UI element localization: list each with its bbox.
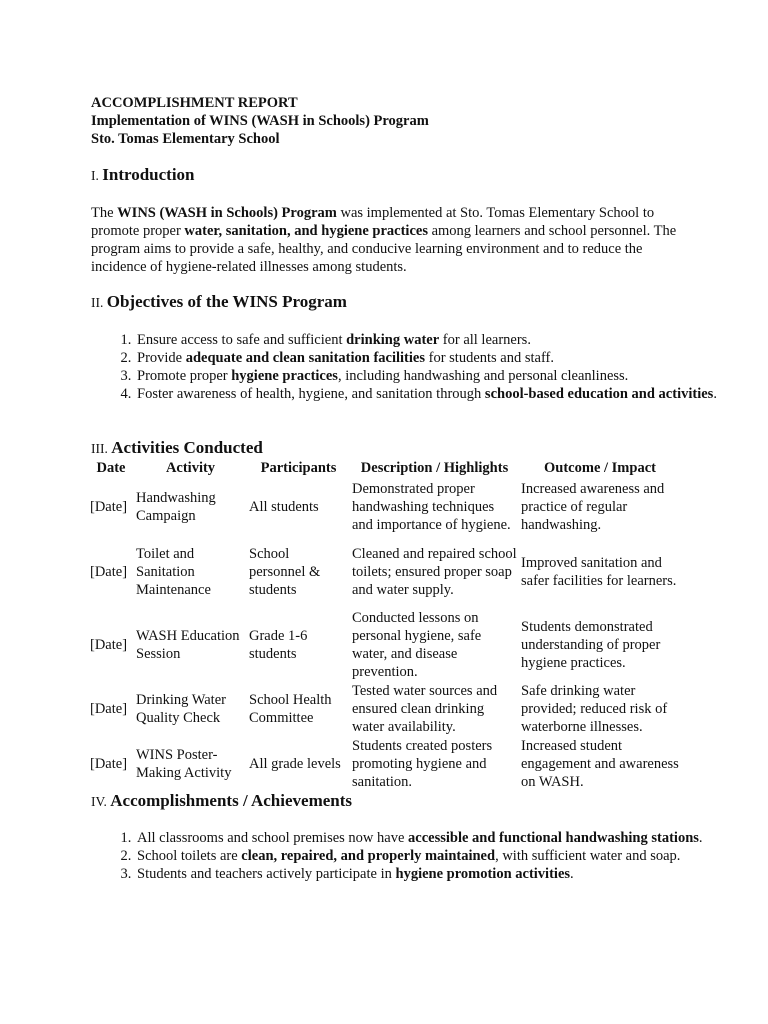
bold-text-run: drinking water — [346, 332, 440, 348]
introduction-paragraph — [91, 204, 691, 276]
section-number: II. — [91, 295, 104, 310]
list-item — [135, 367, 735, 385]
text-run: for all learners. — [439, 332, 531, 348]
table-cell: Cleaned and repaired school toilets; ensured proper soap and water supply. — [352, 545, 517, 598]
table-header-row — [88, 458, 681, 478]
text-run: Provide — [137, 350, 186, 366]
table-cell: [Date] — [90, 700, 128, 717]
text-run: The — [91, 205, 118, 221]
column-header: Date — [96, 460, 126, 476]
text-run: Students and teachers actively participate in — [137, 866, 396, 882]
text-run: . — [713, 386, 717, 402]
bold-text-run: adequate and clean sanitation facilities — [185, 350, 425, 366]
table-cell: WINS Poster-Making Activity — [136, 746, 232, 781]
text-run: , with sufficient water and soap. — [495, 848, 681, 864]
bold-text-run: hygiene practices — [231, 368, 338, 384]
text-run: Foster awareness of health, hygiene, and sanitation through — [137, 386, 485, 402]
table-cell: Toilet and Sanitation Maintenance — [136, 545, 211, 598]
table-cell: [Date] — [90, 755, 128, 772]
table-cell: Improved sanitation and safer facilities for learners. — [521, 554, 677, 589]
text-run: for students and staff. — [425, 350, 554, 366]
column-header: Participants — [260, 460, 337, 476]
section-title: Accomplishments / Achievements — [110, 791, 353, 810]
text-run: . — [570, 866, 574, 882]
text-run: was implemented at Sto. Tomas Elementary School to promote proper — [91, 205, 655, 239]
text-run: School toilets are — [137, 848, 242, 864]
report-title: ACCOMPLISHMENT REPORT — [91, 95, 298, 111]
table-row — [88, 478, 681, 535]
section-number: III. — [91, 441, 108, 456]
accomplishments-list — [91, 829, 735, 883]
objectives-list — [91, 331, 735, 403]
column-header: Activity — [165, 460, 216, 476]
table-cell: WASH Education Session — [136, 627, 240, 662]
table-cell: Drinking Water Quality Check — [136, 691, 226, 726]
bold-text-run: accessible and functional handwashing stations — [408, 830, 699, 846]
section-number: IV. — [91, 794, 107, 809]
table-cell: School Health Committee — [249, 691, 332, 726]
list-item — [135, 865, 735, 883]
text-run: . — [698, 830, 703, 846]
table-cell: Students created posters promoting hygiene and sanitation. — [352, 737, 493, 790]
text-run: All classrooms and school premises now have — [137, 830, 409, 846]
table-cell: [Date] — [90, 636, 128, 653]
bold-text-run: hygiene promotion activities — [395, 866, 571, 882]
table-row — [88, 681, 681, 736]
table-cell: Handwashing Campaign — [136, 489, 216, 524]
bold-text-run: school-based education and activities — [484, 386, 714, 402]
section-objectives-heading — [91, 292, 347, 313]
table-cell: Increased awareness and practice of regular handwashing. — [521, 480, 665, 533]
table-cell: Demonstrated proper handwashing techniques and importance of hygiene. — [352, 480, 511, 533]
section-title: Activities Conducted — [111, 438, 263, 457]
section-title: Objectives of the WINS Program — [106, 292, 347, 311]
table-cell: All students — [249, 498, 319, 515]
table-cell: Tested water sources and ensured clean drinking water availability. — [352, 682, 498, 735]
table-cell: Conducted lessons on personal hygiene, safe water, and disease prevention. — [352, 609, 482, 680]
activities-table — [88, 458, 681, 791]
table-cell: Increased student engagement and awareness on WASH. — [521, 737, 679, 790]
table-cell: School personnel & students — [249, 545, 321, 598]
bold-text-run: WINS (WASH in Schools) Program — [117, 205, 337, 221]
list-item — [135, 847, 735, 865]
table-cell: Safe drinking water provided; reduced risk of waterborne illnesses. — [521, 682, 668, 735]
table-cell: Students demonstrated understanding of proper hygiene practices. — [521, 618, 661, 671]
text-run: Promote proper — [137, 368, 232, 384]
section-activities-heading — [91, 438, 263, 459]
text-run: among learners and school personnel. The program aims to provide a safe, healthy, and conducive learning environment and to reduce the incidence of hygiene-related illnesses among students. — [91, 223, 677, 275]
section-accomplishments-heading — [91, 791, 352, 812]
section-title: Introduction — [102, 165, 195, 184]
table-row — [88, 736, 681, 791]
table-row — [88, 608, 681, 681]
text-run: , including handwashing and personal cleanliness. — [337, 368, 629, 384]
table-cell: Grade 1-6 students — [249, 627, 308, 662]
bold-text-run: clean, repaired, and properly maintained — [241, 848, 496, 864]
column-header: Outcome / Impact — [544, 460, 656, 476]
section-number: I. — [91, 168, 99, 183]
bold-text-run: water, sanitation, and hygiene practices — [184, 223, 428, 239]
table-cell: [Date] — [90, 563, 128, 580]
text-run: Ensure access to safe and sufficient — [137, 332, 347, 348]
list-item — [135, 385, 735, 403]
list-item — [135, 349, 735, 367]
list-item — [135, 331, 735, 349]
report-subtitle: Implementation of WINS (WASH in Schools) Program — [91, 113, 429, 129]
column-header: Description / Highlights — [360, 460, 509, 476]
school-name: Sto. Tomas Elementary School — [91, 131, 280, 147]
table-cell: [Date] — [90, 498, 128, 515]
table-row — [88, 535, 681, 608]
table-cell: All grade levels — [249, 755, 341, 772]
section-introduction-heading — [91, 165, 195, 186]
list-item — [135, 829, 735, 847]
